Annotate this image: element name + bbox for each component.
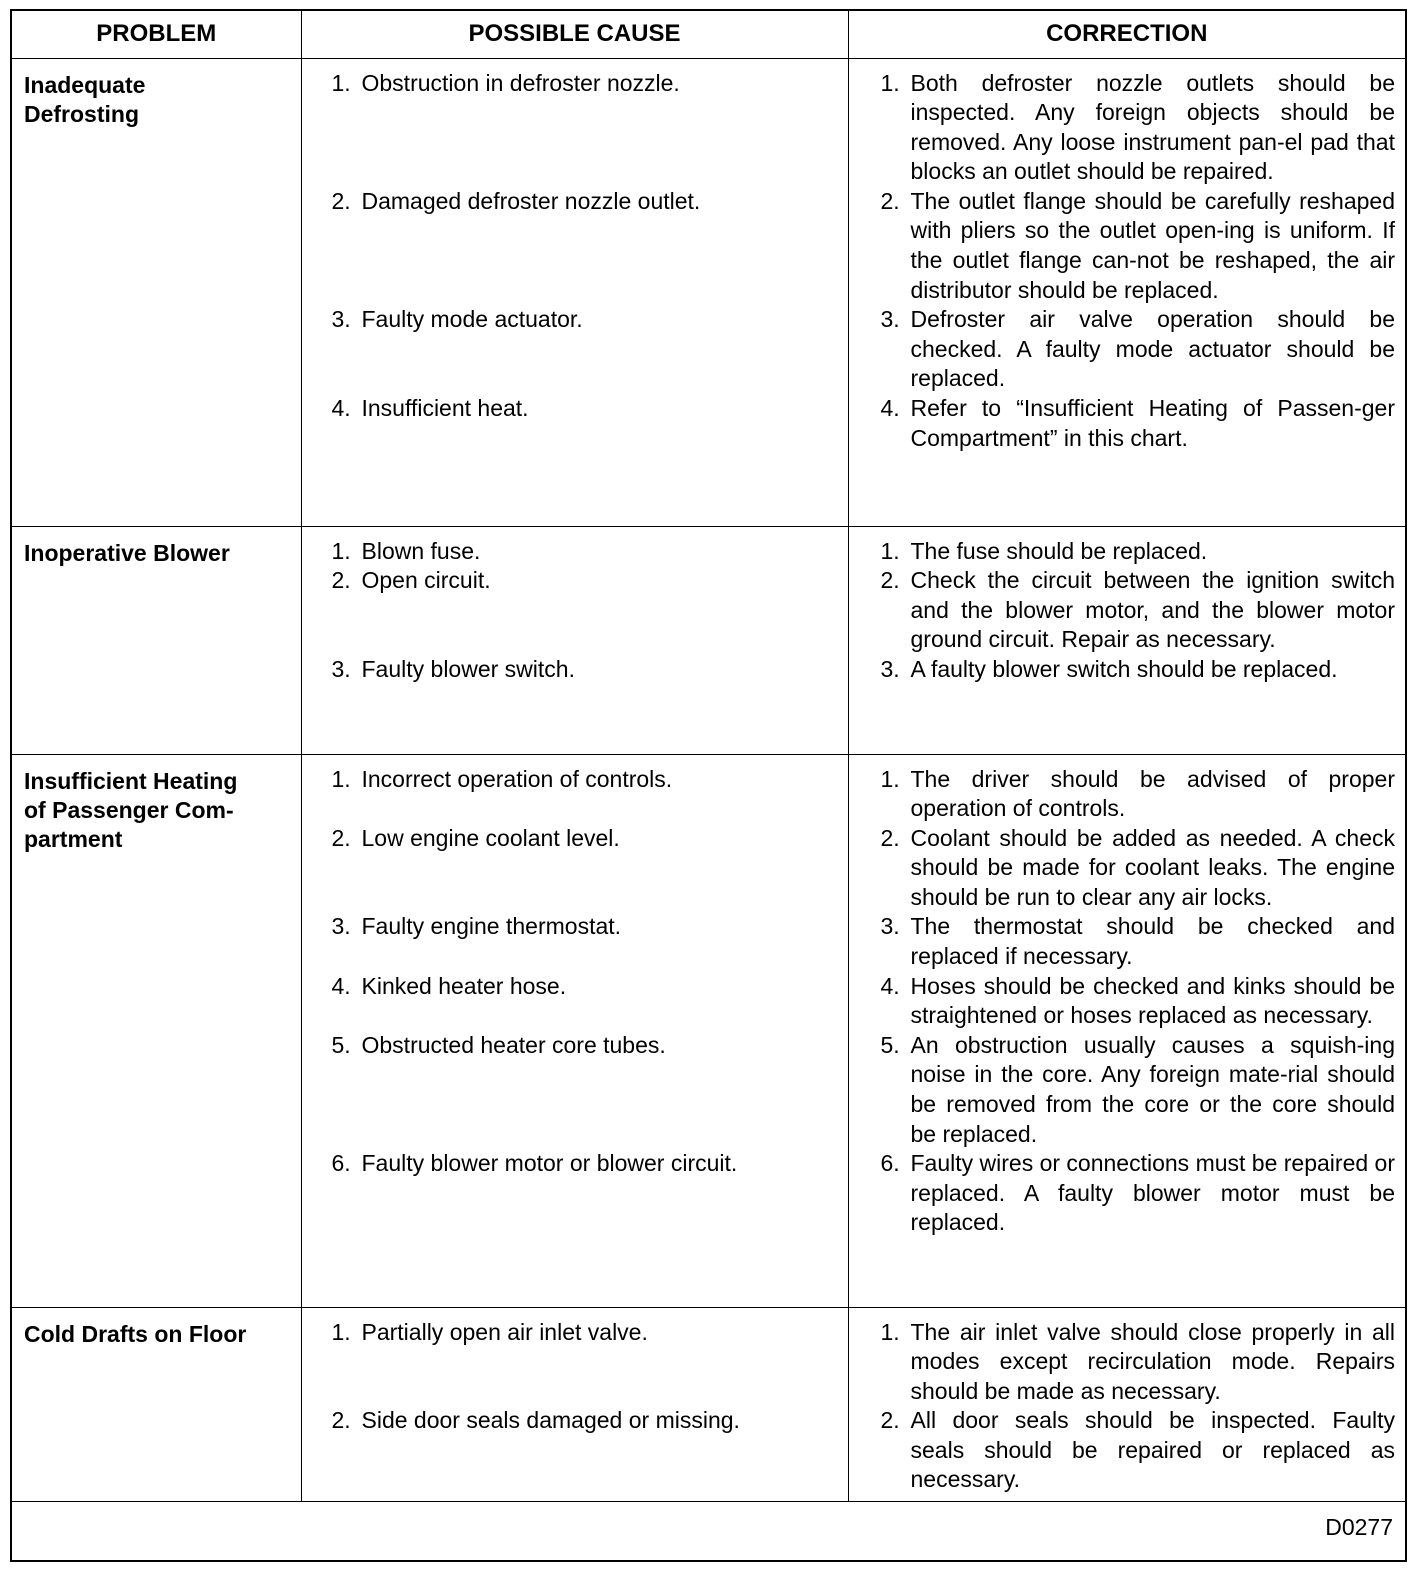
correction-text: Both defroster nozzle outlets should be inspected. Any foreign objects should be removed. Any loose instrument pan-el pad that blocks an outlet should be repaired. — [910, 69, 1395, 185]
cause-number: 4. — [331, 972, 351, 999]
cause-item — [332, 1149, 842, 1238]
cause-text: Partially open air inlet valve. — [361, 1318, 648, 1345]
table-body — [12, 58, 1405, 1502]
cause-text: Obstruction in defroster nozzle. — [361, 69, 680, 96]
problem-label-line: Defrosting — [24, 100, 139, 127]
correction-text: All door seals should be inspected. Faulty seals should be repaired or replaced as necessary. — [910, 1407, 1395, 1493]
correction-item — [881, 537, 1396, 567]
problem-label-line: Inoperative Blower — [24, 539, 230, 566]
cause-number: 1. — [331, 1318, 351, 1345]
correction-number: 3. — [880, 913, 900, 940]
cause-item — [332, 305, 842, 394]
correction-number: 3. — [880, 655, 900, 682]
header-row — [12, 11, 1405, 58]
correction-text: The driver should be advised of proper operation of controls. — [910, 765, 1395, 822]
correction-number: 1. — [880, 69, 900, 96]
cause-item — [332, 1031, 842, 1149]
correction-text: Check the circuit between the ignition switch and the blower motor, and the blower motor ground circuit. Repair as necessary. — [910, 567, 1395, 653]
correction-item — [881, 1031, 1396, 1149]
correction-item — [881, 566, 1396, 655]
problem-label-line: Inadequate — [24, 71, 146, 98]
possible-cause-cell — [301, 58, 848, 526]
correction-number: 2. — [880, 824, 900, 851]
correction-item — [881, 1149, 1396, 1238]
cause-text: Incorrect operation of controls. — [361, 765, 673, 792]
problem-label-line: partment — [24, 825, 123, 852]
cause-item — [332, 765, 842, 824]
correction-text: Refer to “Insufficient Heating of Passen-ger Compartment” in this chart. — [910, 395, 1395, 451]
correction-number: 6. — [880, 1150, 900, 1177]
diagnosis-table — [12, 11, 1405, 1554]
table-row — [12, 754, 1405, 1307]
correction-number: 5. — [880, 1031, 900, 1058]
correction-item — [881, 765, 1396, 824]
cause-text: Faulty engine thermostat. — [361, 913, 622, 940]
correction-item — [881, 305, 1396, 394]
correction-text: Hoses should be checked and kinks should be straightened or hoses replaced as necessary. — [910, 972, 1395, 1029]
correction-item — [881, 1318, 1396, 1407]
correction-number: 3. — [880, 306, 900, 333]
correction-item — [881, 824, 1396, 913]
correction-number: 2. — [880, 187, 900, 214]
cause-text: Insufficient heat. — [361, 395, 529, 422]
problem-cell — [12, 1307, 301, 1502]
correction-cell — [848, 526, 1405, 754]
cause-number: 2. — [331, 187, 351, 214]
cause-text: Faulty blower switch. — [361, 655, 575, 682]
cause-item — [332, 187, 842, 305]
cause-item — [332, 1406, 842, 1495]
cause-item — [332, 824, 842, 913]
figure-code: D0277 — [12, 1502, 1405, 1554]
problem-cell — [12, 58, 301, 526]
correction-number: 1. — [880, 765, 900, 792]
cause-number: 5. — [331, 1031, 351, 1058]
correction-item — [881, 394, 1396, 453]
table-row — [12, 526, 1405, 754]
possible-cause-cell — [301, 526, 848, 754]
correction-text: Faulty wires or connections must be repaired or replaced. A faulty blower motor must be replaced. — [910, 1150, 1395, 1236]
correction-cell — [848, 754, 1405, 1307]
correction-number: 1. — [880, 1318, 900, 1345]
correction-item — [881, 187, 1396, 305]
correction-item — [881, 912, 1396, 971]
cause-number: 2. — [331, 824, 351, 851]
cause-text: Obstructed heater core tubes. — [361, 1031, 666, 1058]
cause-text: Blown fuse. — [361, 537, 481, 564]
correction-text: A faulty blower switch should be replaced. — [910, 655, 1338, 682]
correction-number: 4. — [880, 395, 900, 422]
cause-text: Side door seals damaged or missing. — [361, 1407, 740, 1434]
correction-text: Defroster air valve operation should be checked. A faulty mode actuator should be replaced. — [910, 306, 1395, 392]
troubleshooting-chart — [10, 9, 1407, 1562]
correction-item — [881, 69, 1396, 187]
correction-number: 2. — [880, 1407, 900, 1434]
problem-label-line: Cold Drafts on Floor — [24, 1320, 247, 1347]
cause-number: 2. — [331, 567, 351, 594]
cause-text: Low engine coolant level. — [361, 824, 620, 851]
cause-text: Damaged defroster nozzle outlet. — [361, 187, 701, 214]
cause-item — [332, 394, 842, 453]
correction-text: The thermostat should be checked and replaced if necessary. — [910, 913, 1395, 970]
correction-text: The fuse should be replaced. — [910, 537, 1208, 564]
cause-item — [332, 537, 842, 567]
cause-text: Faulty mode actuator. — [361, 306, 583, 333]
cause-number: 1. — [331, 69, 351, 96]
footer-row — [12, 1502, 1405, 1554]
correction-text: An obstruction usually causes a squish-ing noise in the core. Any foreign mate-rial should be removed from the core or the core should be replaced. — [910, 1031, 1395, 1147]
problem-header: PROBLEM — [12, 11, 301, 58]
correction-number: 1. — [880, 537, 900, 564]
cause-item — [332, 69, 842, 187]
cause-number: 1. — [331, 765, 351, 792]
cause-item — [332, 1318, 842, 1407]
cause-text: Open circuit. — [361, 567, 491, 594]
correction-cell — [848, 1307, 1405, 1502]
possible-cause-header: POSSIBLE CAUSE — [301, 11, 848, 58]
correction-text: Coolant should be added as needed. A check should be made for coolant leaks. The engine should be run to clear any air locks. — [910, 824, 1395, 910]
cause-number: 1. — [331, 537, 351, 564]
problem-label-line: of Passenger Com- — [24, 796, 234, 823]
cause-text: Kinked heater hose. — [361, 972, 567, 999]
possible-cause-cell — [301, 754, 848, 1307]
correction-text: The air inlet valve should close properly in all modes except recirculation mode. Repairs should be made as necessary. — [910, 1318, 1395, 1404]
cause-number: 3. — [331, 306, 351, 333]
cause-number: 2. — [331, 1407, 351, 1434]
correction-number: 4. — [880, 972, 900, 999]
cause-item — [332, 566, 842, 655]
correction-text: The outlet flange should be carefully reshaped with pliers so the outlet open-ing is uniform. If the outlet flange can-not be reshaped, the air distributor should be replaced. — [910, 187, 1395, 303]
problem-cell — [12, 754, 301, 1307]
cause-number: 3. — [331, 913, 351, 940]
cause-item — [332, 912, 842, 971]
table-row — [12, 58, 1405, 526]
cause-number: 4. — [331, 395, 351, 422]
cause-number: 3. — [331, 655, 351, 682]
problem-label-line: Insufficient Heating — [24, 767, 238, 794]
problem-cell — [12, 526, 301, 754]
correction-item — [881, 655, 1396, 685]
correction-header: CORRECTION — [848, 11, 1405, 58]
table-row — [12, 1307, 1405, 1502]
cause-item — [332, 972, 842, 1031]
cause-text: Faulty blower motor or blower circuit. — [361, 1150, 738, 1177]
possible-cause-cell — [301, 1307, 848, 1502]
correction-cell — [848, 58, 1405, 526]
correction-number: 2. — [880, 567, 900, 594]
cause-number: 6. — [331, 1150, 351, 1177]
correction-item — [881, 1406, 1396, 1495]
cause-item — [332, 655, 842, 685]
correction-item — [881, 972, 1396, 1031]
